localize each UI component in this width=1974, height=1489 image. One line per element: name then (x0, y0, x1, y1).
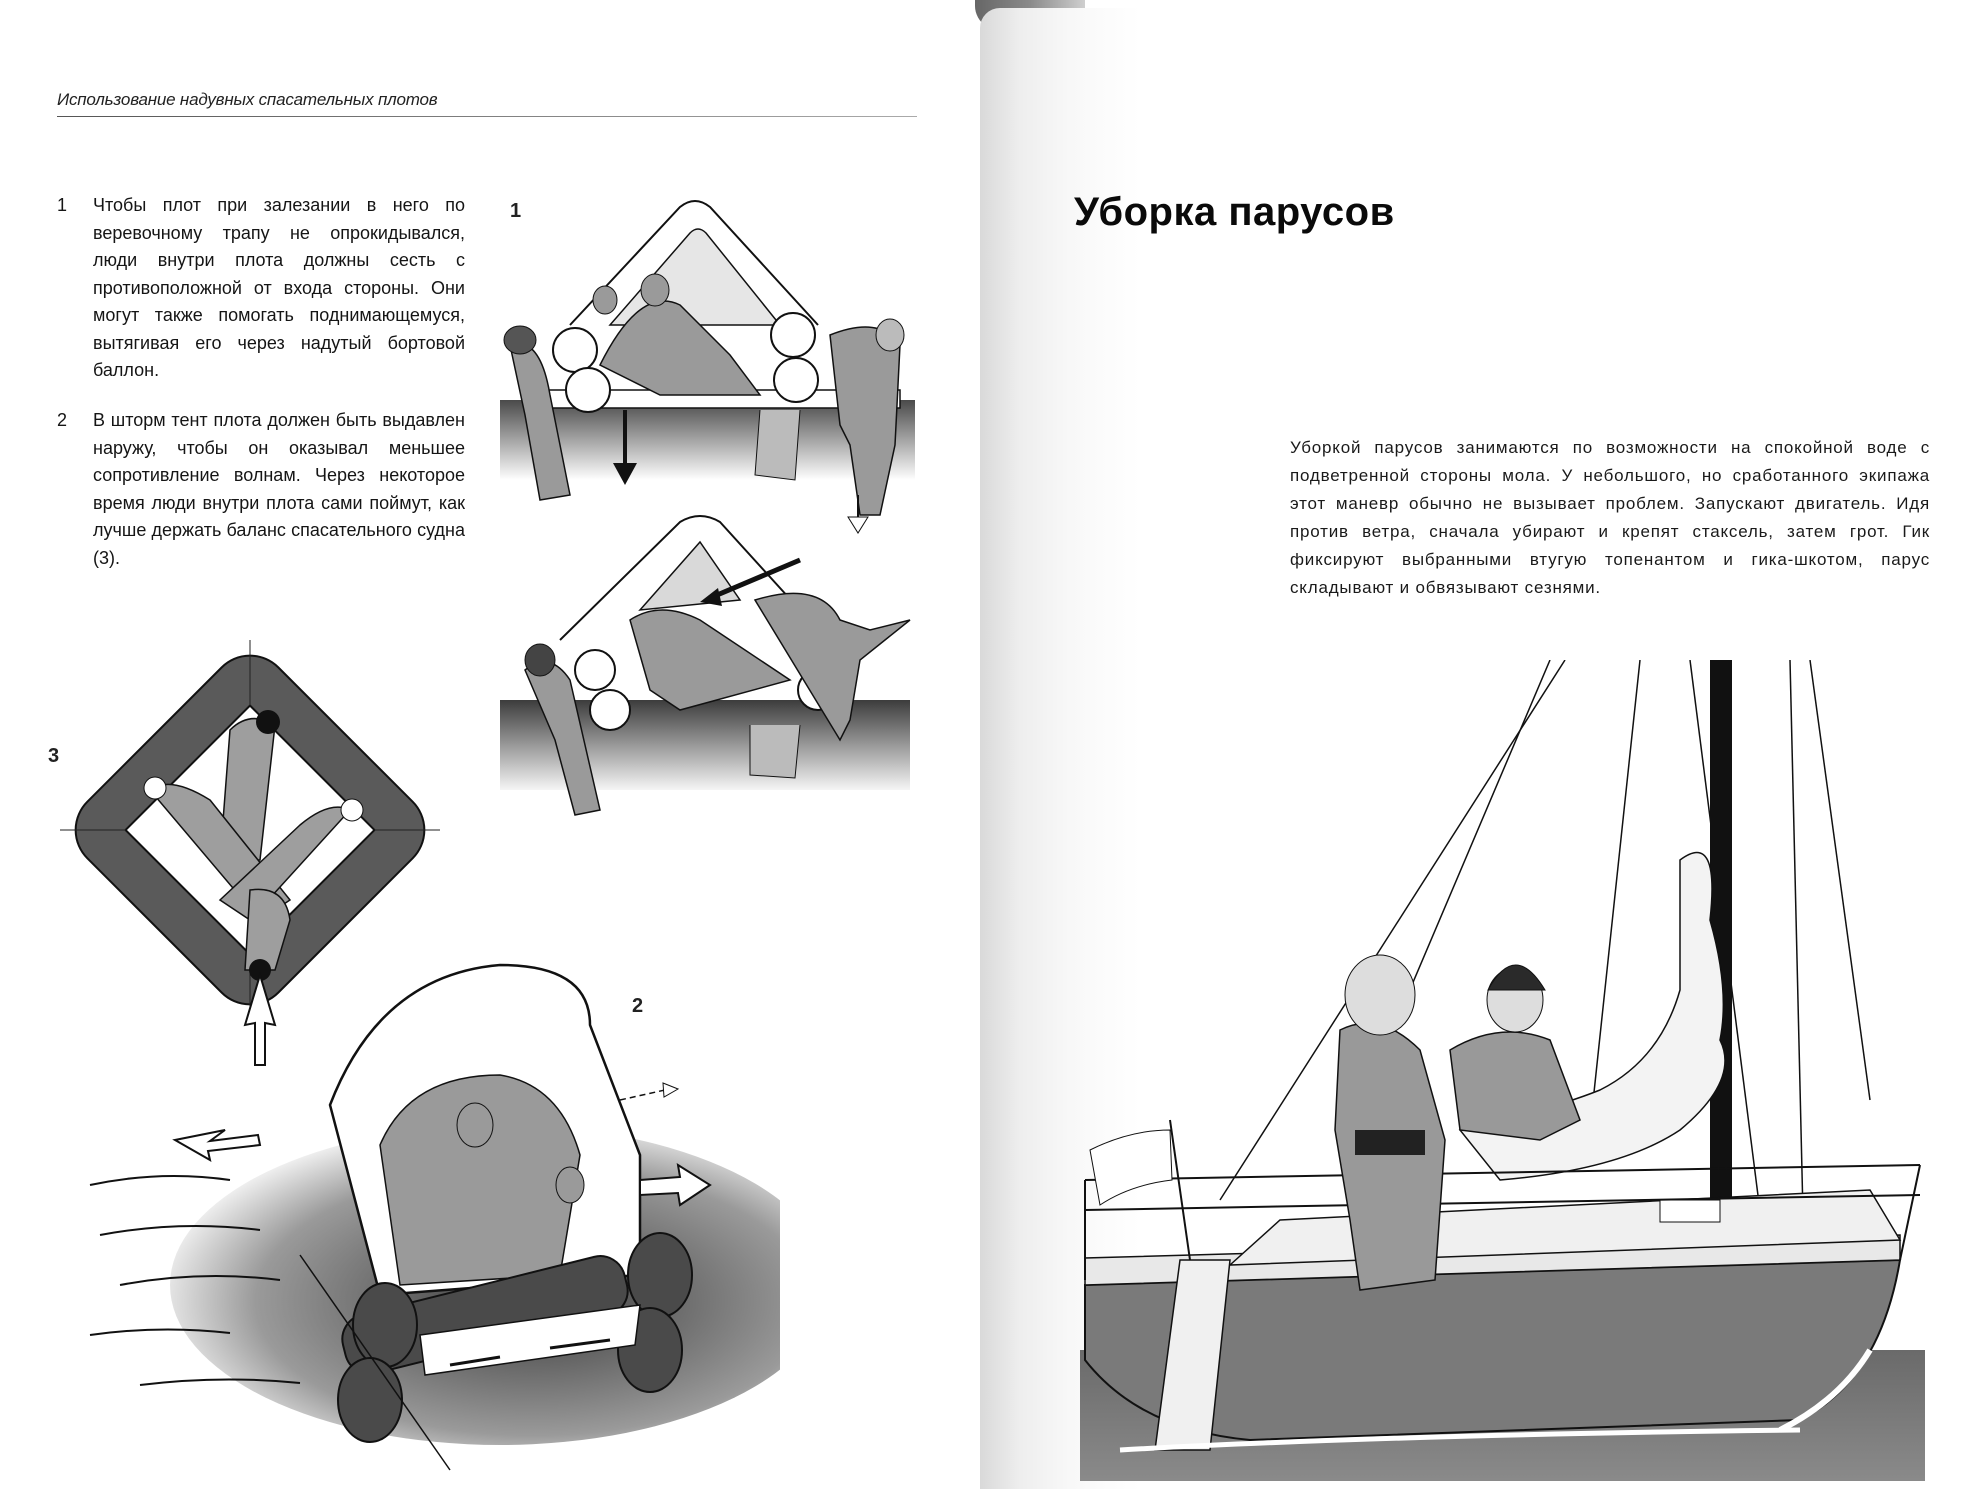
figure-3-label: 3 (48, 745, 60, 767)
figure-1b-illustration (500, 510, 940, 850)
figure-2-label: 2 (632, 995, 644, 1017)
paragraph-1 (57, 192, 465, 385)
figure-1-illustration (500, 195, 940, 535)
page-title: Уборка парусов (1074, 190, 1395, 234)
figure-1-label: 1 (510, 200, 522, 222)
paragraph-text: В шторм тент плота должен быть выдавлен наружу, чтобы он оказывал меньшее сопротивление волнам. Через некоторое время люди внутри плота сами поймут, как лучше держать баланс спасательного судна (3). (93, 410, 465, 568)
paragraph-number: 1 (57, 195, 68, 215)
running-head-rule (57, 116, 917, 117)
body-text: Уборкой парусов занимаются по возможности на спокойной воде с подветренной стороны мола. У небольшого, но сработанного экипажа этот маневр обычно не вызывает проблем. Запускают двигатель. Идя против ветра, сначала убирают и крепят стаксель, затем грот. Гик фиксируют выбранными втугую топенантом и гика-шкотом, парус складывают и обвязывают сезнями. (1290, 438, 1930, 597)
running-head: Использование надувных спасательных плотов (57, 90, 438, 109)
left-page (0, 0, 980, 1481)
figure-2-illustration (80, 955, 780, 1475)
paragraph-text: Чтобы плот при залезании в него по веревочному трапу не опрокидывался, люди внутри плота должны сесть с противоположной от входа стороны. Они могут также помогать поднимающемуся, вытягивая его через надутый бортовой баллон. (93, 195, 465, 380)
paragraph-2 (57, 407, 465, 572)
yacht-illustration (1080, 660, 1960, 1481)
paragraph-number: 2 (57, 410, 68, 430)
